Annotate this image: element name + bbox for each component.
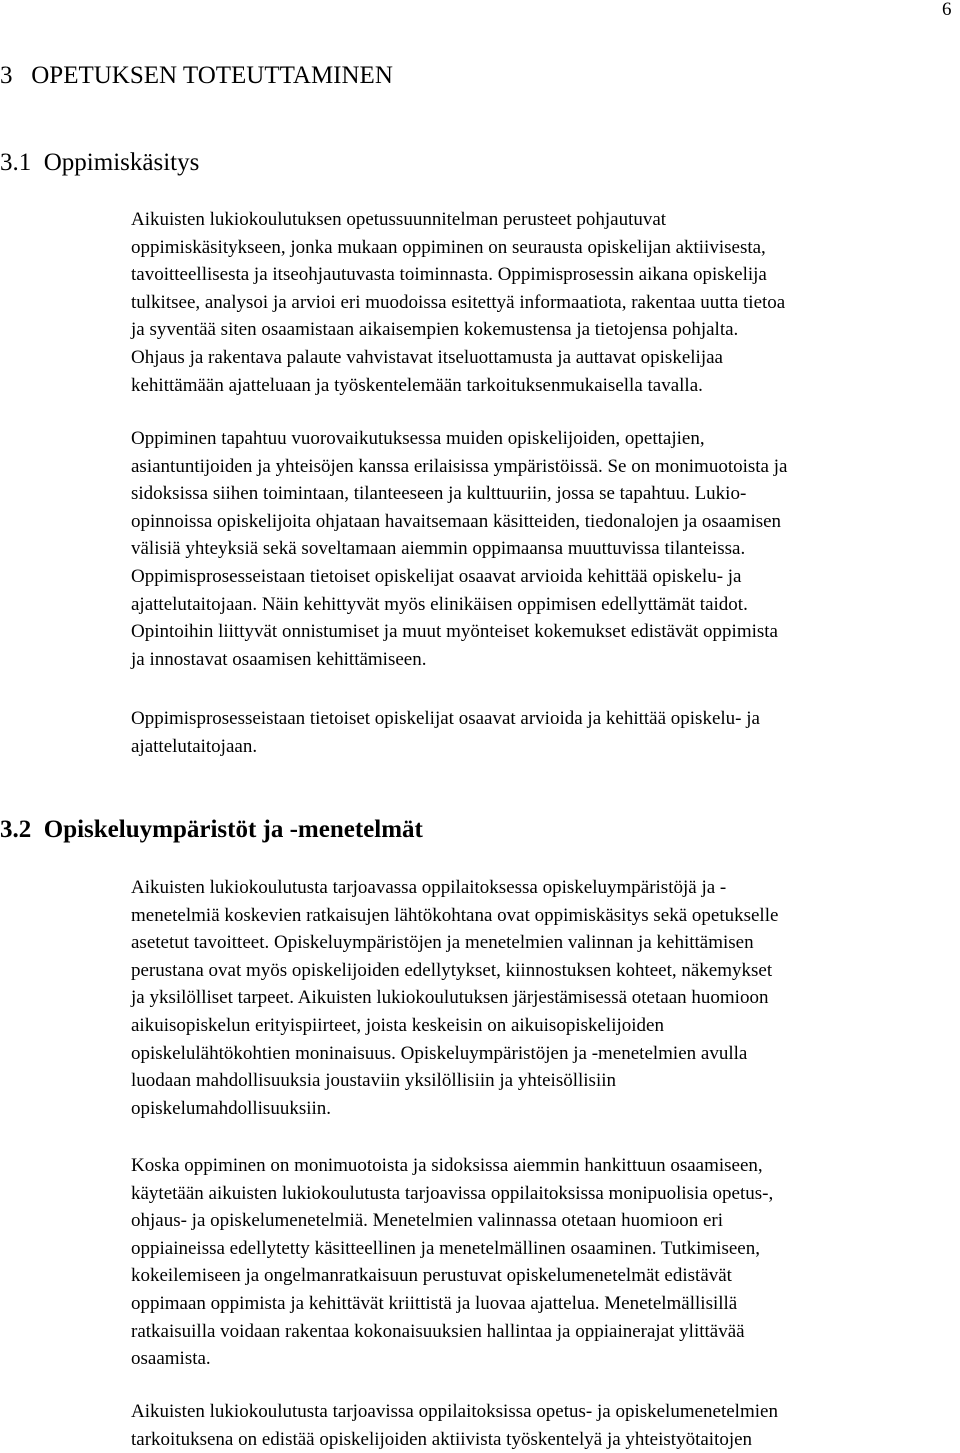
text-line: ja syventää siten osaamistaan aikaisempien kokemustensa ja tietojensa pohjalta.: [131, 319, 739, 341]
text-line: ajattelutaitojaan.: [131, 735, 258, 757]
text-line: tarkoituksena on edistää opiskelijoiden aktiivista työskentelyä ja yhteistyötaitojen: [131, 1428, 753, 1450]
text-line: oppiaineissa edellytetty käsitteellinen ja menetelmällinen osaaminen. Tutkimiseen,: [131, 1237, 760, 1259]
text-line: Ohjaus ja rakentava palaute vahvistavat itseluottamusta ja auttavat opiskelijaa: [131, 346, 723, 368]
text-line: osaamista.: [131, 1348, 211, 1370]
paragraph: [131, 1152, 960, 1373]
paragraph: [131, 425, 960, 673]
text-line: asetetut tavoitteet. Opiskeluympäristöjen ja menetelmien valinnan ja kehittämisen: [131, 932, 754, 954]
text-line: oppimiskäsitykseen, jonka mukaan oppiminen on seurausta opiskelijan aktiivisesta,: [131, 236, 766, 258]
text-line: välisiä yhteyksiä sekä soveltamaan aiemmin oppimaansa muuttuvissa tilanteissa.: [131, 538, 746, 560]
page-number: 6: [942, 0, 952, 20]
text-line: ohjaus- ja opiskelumenetelmiä. Menetelmien valinnassa otetaan huomioon eri: [131, 1210, 723, 1232]
text-line: Koska oppiminen on monimuotoista ja sidoksissa aiemmin hankittuun osaamiseen,: [131, 1155, 763, 1176]
text-line: ja yksilölliset tarpeet. Aikuisten lukiokoulutuksen järjestämisessä otetaan huomioon: [131, 987, 769, 1009]
text-line: tavoitteellisesta ja itseohjautuvasta toiminnasta. Oppimisprosessin aikana opiskelija: [131, 264, 767, 286]
text-line: opiskelulähtökohtien moninaisuus. Opiskeluympäristöjen ja -menetelmien avulla: [131, 1042, 748, 1064]
chapter-heading: 3 OPETUKSEN TOTEUTTAMINEN: [0, 62, 393, 89]
text-line: opinnoissa opiskelijoita ohjataan havaitsemaan käsitteiden, tiedonalojen ja osaamisen: [131, 510, 782, 532]
text-line: Aikuisten lukiokoulutusta tarjoavassa oppilaitoksessa opiskeluympäristöjä ja -: [131, 877, 727, 898]
text-line: ja innostavat osaamisen kehittämiseen.: [131, 648, 427, 670]
section-heading-opiskeluymparistot: 3.2 Opiskeluympäristöt ja -menetelmät: [0, 816, 423, 843]
text-line: luodaan mahdollisuuksia joustaviin yksilöllisiin ja yhteisöllisiin: [131, 1070, 617, 1092]
text-line: sidoksissa siihen toimintaan, tilanteeseen ja kulttuuriin, jossa se tapahtuu. Lukio-: [131, 483, 747, 505]
text-line: kehittämään ajatteluaan ja työskentelemään tarkoituksenmukaisella tavalla.: [131, 374, 703, 396]
text-line: Oppimisprosesseistaan tietoiset opiskelijat osaavat arvioida kehittää opiskelu- ja: [131, 565, 742, 587]
text-line: tulkitsee, analysoi ja arvioi eri muodoissa esitettyä informaatiota, rakentaa uutta tietoa: [131, 291, 786, 313]
text-line: Aikuisten lukiokoulutuksen opetussuunnitelman perusteet pohjautuvat: [131, 209, 667, 230]
paragraph: [131, 705, 960, 760]
text-line: kokeilemiseen ja ongelmanratkaisuun perustuvat opiskelumenetelmät edistävät: [131, 1265, 732, 1287]
text-line: käytetään aikuisten lukiokoulutusta tarjoavissa oppilaitoksissa monipuolisia opetus-,: [131, 1182, 774, 1204]
paragraph: [131, 206, 960, 399]
paragraph: [131, 1398, 960, 1453]
text-line: perustana ovat myös opiskelijoiden edellytykset, kiinnostuksen kohteet, näkemykset: [131, 959, 773, 981]
text-line: oppimaan oppimista ja kehittävät kriittistä ja luovaa ajattelua. Menetelmällisillä: [131, 1292, 738, 1314]
text-line: Aikuisten lukiokoulutusta tarjoavissa oppilaitoksissa opetus- ja opiskelumenetelmien: [131, 1401, 778, 1422]
text-line: Oppimisprosesseistaan tietoiset opiskelijat osaavat arvioida ja kehittää opiskelu- ja: [131, 708, 760, 729]
text-line: Opintoihin liittyvät onnistumiset ja muut myönteiset kokemukset edistävät oppimista: [131, 621, 778, 643]
section-heading-oppimiskasitys: 3.1 Oppimiskäsitys: [0, 149, 200, 176]
text-line: opiskelumahdollisuuksiin.: [131, 1097, 332, 1119]
text-line: asiantuntijoiden ja yhteisöjen kanssa erilaisissa ympäristöissä. Se on monimuotoista ja: [131, 455, 788, 477]
text-line: menetelmiä koskevien ratkaisujen lähtökohtana ovat oppimiskäsitys sekä opetukselle: [131, 904, 779, 926]
text-line: aikuisopiskelun erityispiirteet, joista keskeisin on aikuisopiskelijoiden: [131, 1014, 664, 1036]
text-line: ajattelutaitojaan. Näin kehittyvät myös elinikäisen oppimisen edellyttämät taidot.: [131, 593, 748, 615]
paragraph: [131, 874, 960, 1122]
text-line: ratkaisuilla voidaan rakentaa kokonaisuuksien hallintaa ja oppiainerajat ylittävää: [131, 1320, 745, 1342]
text-line: Oppiminen tapahtuu vuorovaikutuksessa muiden opiskelijoiden, opettajien,: [131, 428, 705, 449]
